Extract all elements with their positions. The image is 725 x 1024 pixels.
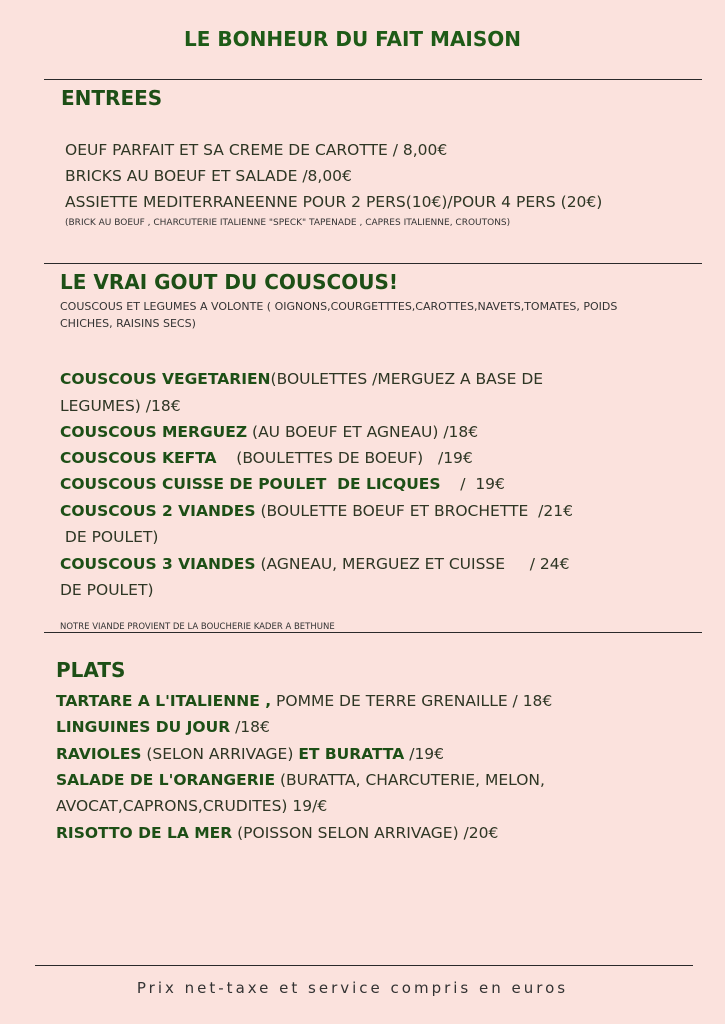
plats-heading: PLATS bbox=[56, 658, 126, 682]
plat-item: SALADE DE L'ORANGERIE (BURATTA, CHARCUTERIE, MELON, bbox=[56, 771, 545, 789]
couscous-item: COUSCOUS 3 VIANDES (AGNEAU, MERGUEZ ET CUISSE / 24€ bbox=[60, 555, 570, 573]
menu-title: LE BONHEUR DU FAIT MAISON bbox=[183, 27, 522, 51]
plat-item: RAVIOLES (SELON ARRIVAGE) ET BURATTA /19€ bbox=[56, 745, 445, 763]
couscous-item: COUSCOUS 2 VIANDES (BOULETTE BOEUF ET BROCHETTE /21€ bbox=[60, 502, 573, 520]
couscous-item: COUSCOUS KEFTA (BOULETTES DE BOEUF) /19€ bbox=[60, 449, 473, 467]
plat-item: LINGUINES DU JOUR /18€ bbox=[56, 718, 270, 736]
plat-item-cont: AVOCAT,CAPRONS,CRUDITES) 19/€ bbox=[56, 797, 328, 815]
entree-item: BRICKS AU BOEUF ET SALADE /8,00€ bbox=[65, 167, 352, 185]
couscous-desc: CHICHES, RAISINS SECS) bbox=[60, 317, 196, 330]
divider bbox=[35, 965, 693, 966]
divider bbox=[44, 79, 702, 80]
meat-origin-note: NOTRE VIANDE PROVIENT DE LA BOUCHERIE KADER A BETHUNE bbox=[60, 622, 335, 632]
couscous-item: COUSCOUS VEGETARIEN(BOULETTES /MERGUEZ A BASE DE bbox=[60, 370, 544, 388]
entree-note: (BRICK AU BOEUF , CHARCUTERIE ITALIENNE "SPECK" TAPENADE , CAPRES ITALIENNE, CROUTONS) bbox=[65, 218, 511, 228]
divider bbox=[44, 632, 702, 633]
couscous-item-cont: DE POULET) bbox=[60, 581, 154, 599]
couscous-item-cont: LEGUMES) /18€ bbox=[60, 397, 181, 415]
couscous-item: COUSCOUS CUISSE DE POULET DE LICQUES / 19€ bbox=[60, 475, 505, 493]
couscous-item: COUSCOUS MERGUEZ (AU BOEUF ET AGNEAU) /18€ bbox=[60, 423, 479, 441]
plat-item: TARTARE A L'ITALIENNE , POMME DE TERRE GRENAILLE / 18€ bbox=[56, 692, 553, 710]
plat-item: RISOTTO DE LA MER (POISSON SELON ARRIVAGE) /20€ bbox=[56, 824, 499, 842]
entrees-heading: ENTREES bbox=[61, 86, 163, 110]
entree-item: OEUF PARFAIT ET SA CREME DE CAROTTE / 8,00€ bbox=[65, 141, 448, 159]
entree-item: ASSIETTE MEDITERRANEENNE POUR 2 PERS(10€)/POUR 4 PERS (20€) bbox=[65, 193, 603, 211]
couscous-heading: LE VRAI GOUT DU COUSCOUS! bbox=[60, 270, 398, 294]
footer-note: Prix net-taxe et service compris en euros bbox=[136, 979, 569, 997]
couscous-item-cont: DE POULET) bbox=[60, 528, 159, 546]
divider bbox=[44, 263, 702, 264]
couscous-desc: COUSCOUS ET LEGUMES A VOLONTE ( OIGNONS,COURGETTTES,CAROTTES,NAVETS,TOMATES, POIDS bbox=[60, 300, 618, 313]
